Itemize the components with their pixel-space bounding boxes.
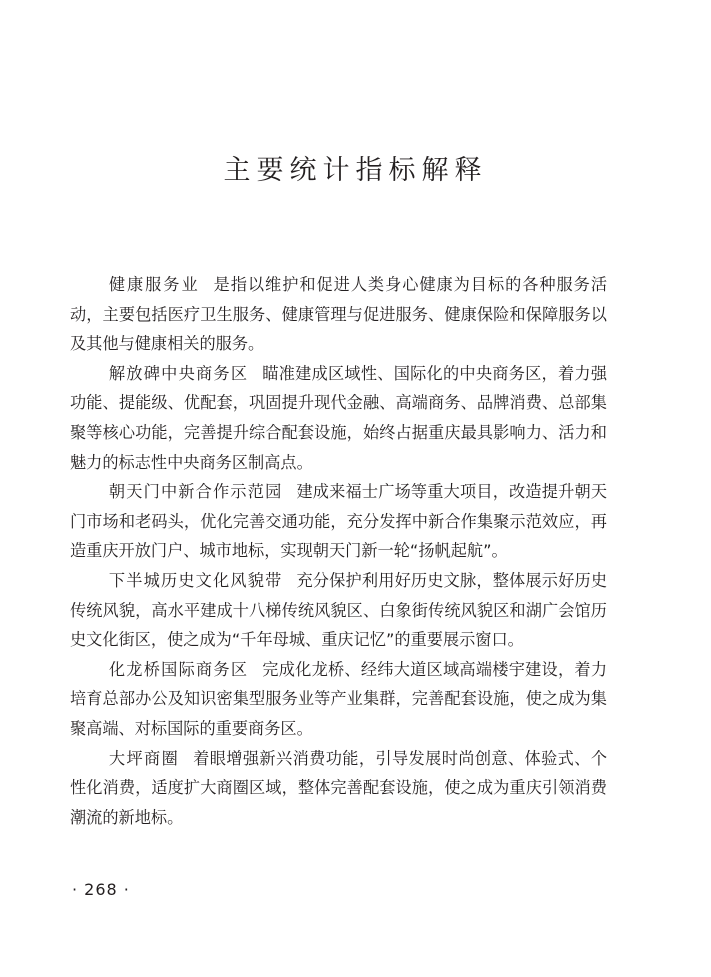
definition-entry [70, 477, 607, 566]
definition-entry [70, 655, 607, 744]
definition-entry [70, 359, 607, 477]
definition-text: 是指以维护和促进人类身心健康为目标的各种服务活动，主要包括医疗卫生服务、健康管理与促进服务、健康保险和保障服务以及其他与健康相关的服务。 [70, 275, 608, 354]
definition-term: 下半城历史文化风貌带 [108, 570, 283, 590]
page-title: 主要统计指标解释 [223, 155, 488, 186]
definition-text: 瞄准建成区域性、国际化的中央商务区，着力强功能、提能级、优配套，巩固提升现代金融、高端商务、品牌消费、总部集聚等核心功能，完善提升综合配套设施，始终占据重庆最具影响力、活力和魅力的标志性中央商务区制高点。 [70, 363, 608, 472]
page-number: · 268 · [72, 880, 130, 899]
definition-text: 充分保护利用好历史文脉，整体展示好历史传统风貌，高水平建成十八梯传统风貌区、白象街传统风貌区和湖广会馆历史文化街区，使之成为“千年母城、重庆记忆”的重要展示窗口。 [70, 570, 608, 650]
definition-text: 着眼增强新兴消费功能，引导发展时尚创意、体验式、个性化消费，适度扩大商圈区域，整体完善配套设施，使之成为重庆引领消费潮流的新地标。 [70, 748, 608, 827]
definitions-body [70, 270, 607, 832]
definition-entry [70, 744, 607, 833]
definition-term: 朝天门中新合作示范园 [108, 482, 283, 502]
definition-entry [70, 566, 607, 655]
definition-entry [70, 270, 607, 359]
definition-term: 化龙桥国际商务区 [108, 659, 249, 679]
definition-term: 健康服务业 [108, 275, 200, 294]
definition-term: 解放碑中央商务区 [108, 363, 249, 383]
definition-text: 完成化龙桥、经纬大道区域高端楼宇建设，着力培育总部办公及知识密集型服务业等产业集群，完善配套设施，使之成为集聚高端、对标国际的重要商务区。 [70, 659, 608, 738]
definition-text: 建成来福士广场等重大项目，改造提升朝天门市场和老码头，优化完善交通功能，充分发挥中新合作集聚示范效应，再造重庆开放门户、城市地标，实现朝天门新一轮“扬帆起航”。 [70, 482, 608, 561]
definition-term: 大坪商圈 [108, 748, 180, 768]
